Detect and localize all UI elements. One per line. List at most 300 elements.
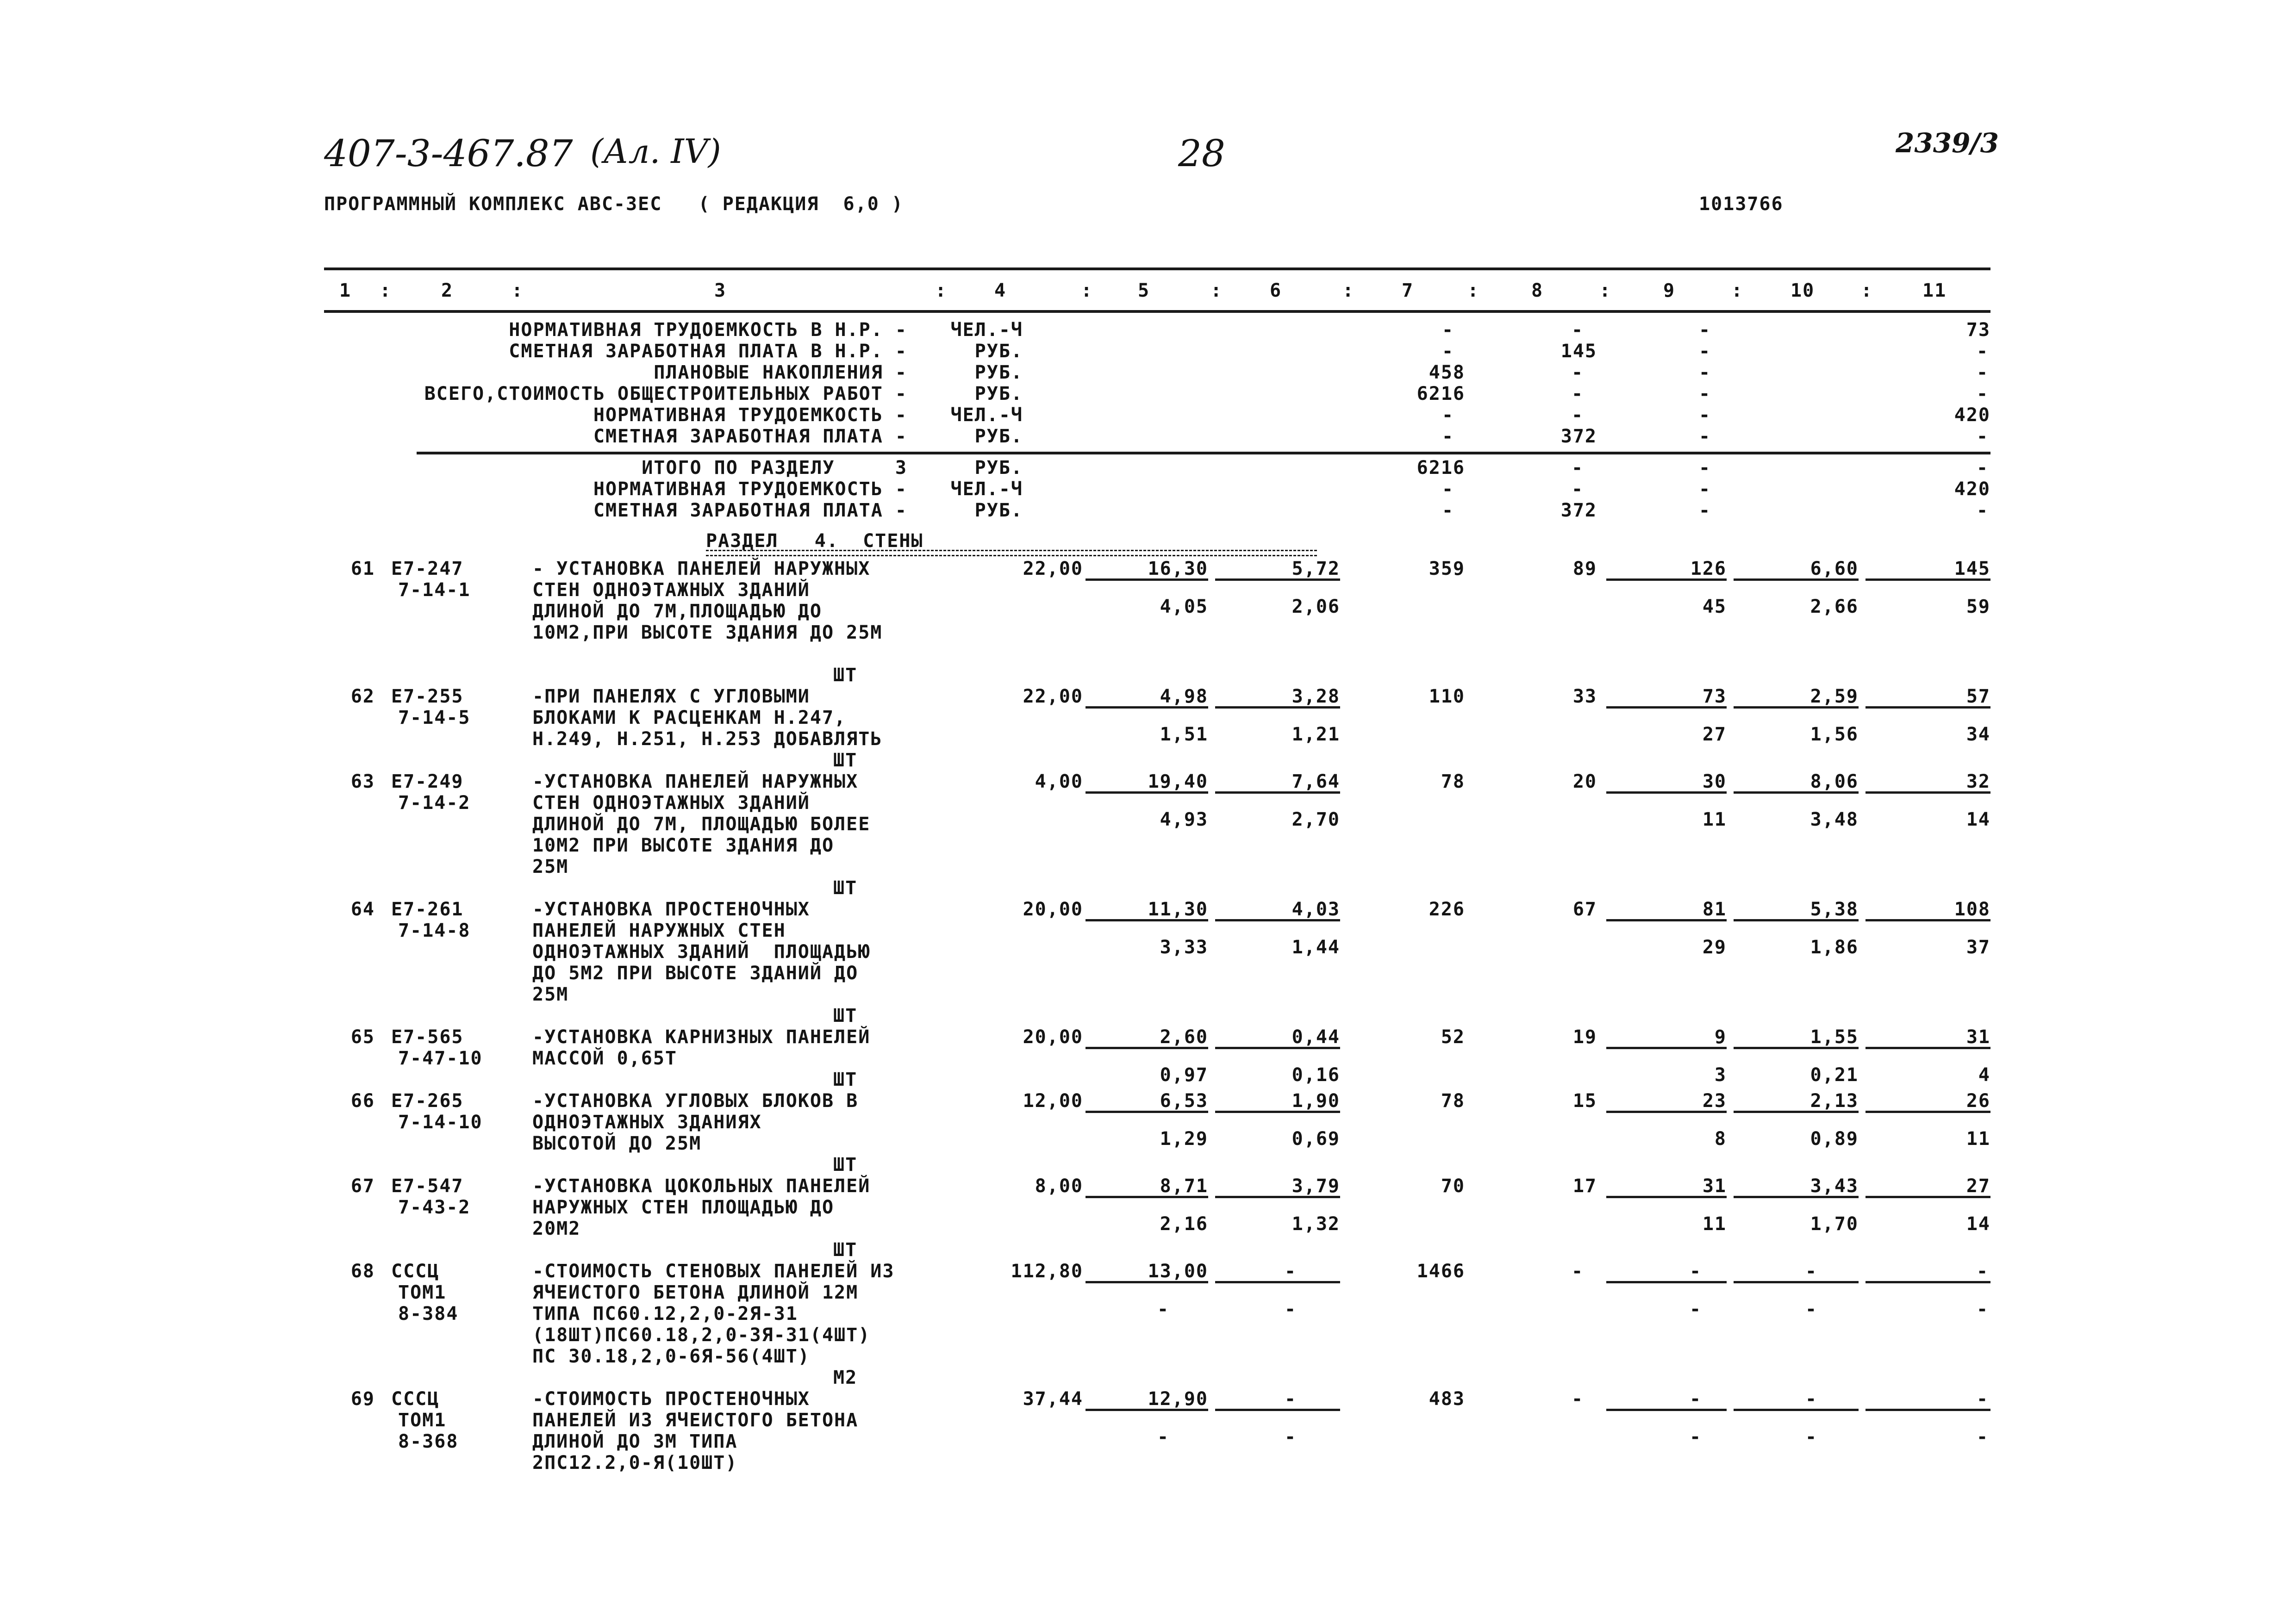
dash: - — [1805, 1426, 1818, 1448]
item-code: Е7-255 — [391, 686, 464, 707]
value-c10: 1,70 — [1810, 1213, 1859, 1235]
dash: - — [1690, 1261, 1702, 1282]
value-c8: 19 — [1572, 1026, 1597, 1048]
page-number: 28 — [1178, 132, 1225, 175]
summary-dash: - — [1977, 362, 1989, 383]
summary-label: ИТОГО ПО РАЗДЕЛУ 3 — [642, 457, 907, 479]
summary-unit: ЧЕЛ.-Ч — [950, 479, 1023, 500]
value-divider — [1606, 1111, 1727, 1113]
value-c5: 4,05 — [1160, 596, 1208, 617]
summary-value-c11: 420 — [1954, 404, 1990, 426]
item-code: 7-14-10 — [398, 1112, 483, 1133]
value-c9: 9 — [1714, 1026, 1727, 1048]
item-description: 20М2 — [532, 1218, 581, 1239]
value-c11: 108 — [1954, 899, 1990, 920]
value-c9: 29 — [1702, 937, 1727, 958]
value-divider — [1606, 791, 1727, 794]
item-code: СССЦ — [391, 1388, 440, 1410]
value-c6: 2,06 — [1292, 596, 1340, 617]
value-c9: 45 — [1702, 596, 1727, 617]
value-divider — [1734, 1409, 1859, 1411]
value-c9: 73 — [1702, 686, 1727, 707]
item-description: -УСТАНОВКА ПРОСТЕНОЧНЫХ — [532, 899, 810, 920]
value-c9: 23 — [1702, 1090, 1727, 1112]
item-description: НАРУЖНЫХ СТЕН ПЛОЩАДЬЮ ДО — [532, 1197, 835, 1218]
summary-dash: - — [1699, 426, 1711, 447]
item-number: 61 — [350, 558, 375, 579]
value-divider — [1606, 578, 1727, 581]
column-separator: : — [1210, 280, 1223, 301]
dash: - — [1285, 1388, 1297, 1410]
item-code: Е7-247 — [391, 558, 464, 579]
value-divider — [1086, 791, 1208, 794]
value-c11: 4 — [1978, 1064, 1990, 1086]
value-divider — [1086, 1111, 1208, 1113]
summary-dash: - — [1442, 319, 1454, 341]
column-number-3: 3 — [714, 280, 727, 301]
value-divider — [1086, 1196, 1208, 1198]
column-number-2: 2 — [441, 280, 454, 301]
item-unit: ШТ — [833, 1005, 858, 1026]
value-c11: 37 — [1966, 937, 1990, 958]
summary-value-c11: 420 — [1954, 479, 1990, 500]
column-number-11: 11 — [1922, 280, 1947, 301]
value-c8: 17 — [1572, 1175, 1597, 1197]
value-divider — [1606, 919, 1727, 921]
value-c5: 1,29 — [1160, 1128, 1208, 1150]
summary-dash: - — [1699, 404, 1711, 426]
item-unit: ШТ — [833, 1154, 858, 1175]
item-code: 7-14-8 — [398, 920, 471, 941]
value-c10: 5,38 — [1810, 899, 1859, 920]
value-c8: 89 — [1572, 558, 1597, 579]
item-description: -УСТАНОВКА ПАНЕЛЕЙ НАРУЖНЫХ — [532, 771, 859, 792]
value-divider — [1215, 1047, 1340, 1049]
item-unit: ШТ — [833, 750, 858, 771]
value-divider — [1734, 1281, 1859, 1283]
value-divider — [1086, 1047, 1208, 1049]
value-c11: 59 — [1966, 596, 1990, 617]
item-description: 10М2 ПРИ ВЫСОТЕ ЗДАНИЯ ДО — [532, 835, 835, 856]
summary-dash: - — [1572, 319, 1584, 341]
dash: - — [1805, 1299, 1818, 1320]
value-c8: 67 — [1572, 899, 1597, 920]
value-divider — [1734, 919, 1859, 921]
value-c5: 12,90 — [1148, 1388, 1208, 1410]
item-description: Н.249, Н.251, Н.253 ДОБАВЛЯТЬ — [532, 728, 883, 750]
item-description: ВЫСОТОЙ ДО 25М — [532, 1133, 702, 1154]
column-number-10: 10 — [1791, 280, 1815, 301]
item-description: ПАНЕЛЕЙ ИЗ ЯЧЕИСТОГО БЕТОНА — [532, 1410, 859, 1431]
value-c9: 3 — [1714, 1064, 1727, 1086]
dash: - — [1805, 1261, 1818, 1282]
value-c6: 0,16 — [1292, 1064, 1340, 1086]
item-code: 7-47-10 — [398, 1048, 483, 1069]
value-c6: 2,70 — [1292, 809, 1340, 830]
dash: - — [1285, 1299, 1297, 1320]
value-c5: 6,53 — [1160, 1090, 1208, 1112]
item-description: 2ПС12.2,0-Я(10ШТ) — [532, 1452, 738, 1474]
column-separator: : — [1342, 280, 1355, 301]
item-number: 69 — [350, 1388, 375, 1410]
dash: - — [1157, 1299, 1170, 1320]
summary-dash: - — [1977, 457, 1989, 479]
section-title-underline — [706, 550, 1317, 556]
dash: - — [1285, 1261, 1297, 1282]
value-c9: 8 — [1714, 1128, 1727, 1150]
dash: - — [1572, 1261, 1584, 1282]
summary-dash: - — [1699, 362, 1711, 383]
value-c6: 0,44 — [1292, 1026, 1340, 1048]
value-c6: 3,28 — [1292, 686, 1340, 707]
item-unit: ШТ — [833, 1239, 858, 1261]
quantity: 22,00 — [1023, 686, 1083, 707]
summary-label: НОРМАТИВНАЯ ТРУДОЕМКОСТЬ - — [593, 404, 907, 426]
value-divider — [1866, 791, 1990, 794]
value-divider — [1866, 1196, 1990, 1198]
dash: - — [1572, 1388, 1584, 1410]
summary-dash: - — [1572, 479, 1584, 500]
value-c5: 16,30 — [1148, 558, 1208, 579]
item-description: БЛОКАМИ К РАСЦЕНКАМ Н.247, — [532, 707, 847, 728]
header-bottom-rule — [324, 310, 1990, 313]
value-divider — [1215, 791, 1340, 794]
column-number-1: 1 — [339, 280, 352, 301]
value-c11: 26 — [1966, 1090, 1990, 1112]
column-separator: : — [1467, 280, 1480, 301]
value-divider — [1086, 1409, 1208, 1411]
summary-dash: - — [1572, 457, 1584, 479]
item-description: ОДНОЭТАЖНЫХ ЗДАНИЙ ПЛОЩАДЬЮ — [532, 941, 871, 963]
value-c7: 1466 — [1416, 1261, 1465, 1282]
dash: - — [1690, 1388, 1702, 1410]
value-c9: 30 — [1702, 771, 1727, 792]
quantity: 20,00 — [1023, 1026, 1083, 1048]
item-description: ПАНЕЛЕЙ НАРУЖНЫХ СТЕН — [532, 920, 786, 941]
quantity: 20,00 — [1023, 899, 1083, 920]
value-c5: 2,16 — [1160, 1213, 1208, 1235]
summary-unit: РУБ. — [974, 457, 1023, 479]
column-separator: : — [380, 280, 392, 301]
dash: - — [1157, 1426, 1170, 1448]
value-divider — [1215, 706, 1340, 709]
summary-label: СМЕТНАЯ ЗАРАБОТНАЯ ПЛАТА - — [593, 500, 907, 521]
value-divider — [1215, 1111, 1340, 1113]
value-c6: 4,03 — [1292, 899, 1340, 920]
summary-label: НОРМАТИВНАЯ ТРУДОЕМКОСТЬ В Н.Р. - — [509, 319, 907, 341]
summary-dash: - — [1977, 500, 1989, 521]
value-c10: 1,86 — [1810, 937, 1859, 958]
item-unit: ШТ — [833, 665, 858, 686]
value-divider — [1866, 1409, 1990, 1411]
summary-value-c7: 6216 — [1416, 457, 1465, 479]
column-separator: : — [512, 280, 524, 301]
item-number: 64 — [350, 899, 375, 920]
album-number: (Ал. IV) — [590, 132, 721, 171]
summary-value-c8: 145 — [1560, 341, 1597, 362]
summary-dash: - — [1977, 426, 1989, 447]
column-number-8: 8 — [1531, 280, 1544, 301]
item-description: ТИПА ПС60.12,2,0-2Я-31 — [532, 1303, 798, 1325]
value-divider — [1866, 919, 1990, 921]
summary-dash: - — [1977, 341, 1989, 362]
column-separator: : — [935, 280, 948, 301]
value-c5: 4,93 — [1160, 809, 1208, 830]
summary-label: ВСЕГО,СТОИМОСТЬ ОБЩЕСТРОИТЕЛЬНЫХ РАБОТ - — [424, 383, 907, 404]
item-unit: ШТ — [833, 877, 858, 899]
value-c7: 226 — [1429, 899, 1465, 920]
value-divider — [1866, 706, 1990, 709]
summary-unit: РУБ. — [974, 426, 1023, 447]
value-c9: 27 — [1702, 724, 1727, 745]
value-c6: 1,44 — [1292, 937, 1340, 958]
quantity: 22,00 — [1023, 558, 1083, 579]
summary-dash: - — [1977, 383, 1989, 404]
item-code: СССЦ — [391, 1261, 440, 1282]
value-divider — [1086, 919, 1208, 921]
value-divider — [1734, 706, 1859, 709]
value-divider — [1215, 1196, 1340, 1198]
value-c11: 11 — [1966, 1128, 1990, 1150]
summary-value-c7: 458 — [1429, 362, 1465, 383]
column-number-7: 7 — [1402, 280, 1414, 301]
value-c10: 0,89 — [1810, 1128, 1859, 1150]
item-description: 25М — [532, 984, 569, 1005]
item-description: ЯЧЕИСТОГО БЕТОНА ДЛИНОЙ 12М — [532, 1282, 859, 1303]
value-c9: 11 — [1702, 809, 1727, 830]
summary-label: НОРМАТИВНАЯ ТРУДОЕМКОСТЬ - — [593, 479, 907, 500]
summary-dash: - — [1442, 404, 1454, 426]
item-description: ДЛИНОЙ ДО 7М, ПЛОЩАДЬЮ БОЛЕЕ — [532, 814, 871, 835]
summary-label: СМЕТНАЯ ЗАРАБОТНАЯ ПЛАТА - — [593, 426, 907, 447]
value-divider — [1866, 578, 1990, 581]
summary-dash: - — [1442, 500, 1454, 521]
item-description: ПС 30.18,2,0-6Я-56(4ШТ) — [532, 1346, 810, 1367]
value-divider — [1866, 1111, 1990, 1113]
value-c10: 8,06 — [1810, 771, 1859, 792]
dash: - — [1977, 1426, 1989, 1448]
value-c5: 3,33 — [1160, 937, 1208, 958]
document-code: 407-3-467.87 — [324, 132, 573, 175]
item-description: 10М2,ПРИ ВЫСОТЕ ЗДАНИЯ ДО 25М — [532, 622, 883, 643]
item-unit: ШТ — [833, 1069, 858, 1090]
item-number: 66 — [350, 1090, 375, 1112]
item-description: -УСТАНОВКА УГЛОВЫХ БЛОКОВ В — [532, 1090, 859, 1112]
value-c5: 13,00 — [1148, 1261, 1208, 1282]
column-number-9: 9 — [1663, 280, 1676, 301]
item-code: Е7-265 — [391, 1090, 464, 1112]
value-c11: 32 — [1966, 771, 1990, 792]
item-code: 7-43-2 — [398, 1197, 471, 1218]
value-divider — [1866, 1281, 1990, 1283]
dash: - — [1977, 1299, 1989, 1320]
item-description: - УСТАНОВКА ПАНЕЛЕЙ НАРУЖНЫХ — [532, 558, 871, 579]
value-divider — [1734, 578, 1859, 581]
value-c7: 78 — [1441, 1090, 1465, 1112]
summary-dash: - — [1572, 404, 1584, 426]
value-c10: 3,48 — [1810, 809, 1859, 830]
item-description: -СТОИМОСТЬ ПРОСТЕНОЧНЫХ — [532, 1388, 810, 1410]
table-top-rule — [324, 267, 1990, 270]
item-code: 8-368 — [398, 1431, 459, 1452]
value-c5: 19,40 — [1148, 771, 1208, 792]
value-c10: 2,66 — [1810, 596, 1859, 617]
summary-dash: - — [1442, 426, 1454, 447]
item-code: ТОМ1 — [398, 1410, 447, 1431]
value-c11: 57 — [1966, 686, 1990, 707]
item-number: 67 — [350, 1175, 375, 1197]
value-divider — [1734, 791, 1859, 794]
value-divider — [1734, 1111, 1859, 1113]
quantity: 37,44 — [1023, 1388, 1083, 1410]
summary-value-c7: 6216 — [1416, 383, 1465, 404]
value-c11: 27 — [1966, 1175, 1990, 1197]
item-description: ДЛИНОЙ ДО 7М,ПЛОЩАДЬЮ ДО — [532, 601, 822, 622]
value-c7: 78 — [1441, 771, 1465, 792]
value-divider — [1866, 1047, 1990, 1049]
item-description: ДО 5М2 ПРИ ВЫСОТЕ ЗДАНИЙ ДО — [532, 963, 859, 984]
dash: - — [1285, 1426, 1297, 1448]
item-number: 62 — [350, 686, 375, 707]
item-code: Е7-565 — [391, 1026, 464, 1048]
value-c9: 126 — [1690, 558, 1727, 579]
value-c7: 483 — [1429, 1388, 1465, 1410]
quantity: 12,00 — [1023, 1090, 1083, 1112]
value-c5: 2,60 — [1160, 1026, 1208, 1048]
summary-dash: - — [1699, 341, 1711, 362]
summary-dash: - — [1699, 383, 1711, 404]
value-c10: 3,43 — [1810, 1175, 1859, 1197]
column-number-6: 6 — [1270, 280, 1282, 301]
item-code: 8-384 — [398, 1303, 459, 1325]
summary-unit: РУБ. — [974, 383, 1023, 404]
value-c7: 110 — [1429, 686, 1465, 707]
summary-label: ПЛАНОВЫЕ НАКОПЛЕНИЯ - — [654, 362, 907, 383]
value-c10: 2,59 — [1810, 686, 1859, 707]
summary-value-c8: 372 — [1560, 426, 1597, 447]
value-c10: 0,21 — [1810, 1064, 1859, 1086]
dash: - — [1690, 1299, 1702, 1320]
quantity: 8,00 — [1035, 1175, 1083, 1197]
summary-dash: - — [1699, 479, 1711, 500]
value-divider — [1606, 706, 1727, 709]
value-divider — [1606, 1281, 1727, 1283]
quantity: 112,80 — [1011, 1261, 1083, 1282]
dash: - — [1977, 1388, 1989, 1410]
dash: - — [1690, 1426, 1702, 1448]
item-code: 7-14-1 — [398, 579, 471, 601]
value-c11: 14 — [1966, 1213, 1990, 1235]
item-unit: М2 — [833, 1367, 858, 1388]
value-divider — [1215, 919, 1340, 921]
value-c9: 11 — [1702, 1213, 1727, 1235]
dash: - — [1805, 1388, 1818, 1410]
value-divider — [1606, 1196, 1727, 1198]
value-c5: 4,98 — [1160, 686, 1208, 707]
value-c10: 2,13 — [1810, 1090, 1859, 1112]
summary-rule — [417, 452, 1990, 454]
item-code: 7-14-5 — [398, 707, 471, 728]
value-divider — [1606, 1047, 1727, 1049]
section-title: РАЗДЕЛ 4. СТЕНЫ — [706, 530, 923, 552]
item-description: СТЕН ОДНОЭТАЖНЫХ ЗДАНИЙ — [532, 792, 810, 814]
column-separator: : — [1599, 280, 1612, 301]
item-description: МАССОЙ 0,65Т — [532, 1048, 677, 1069]
item-description: -УСТАНОВКА ЦОКОЛЬНЫХ ПАНЕЛЕЙ — [532, 1175, 871, 1197]
value-c10: 1,56 — [1810, 724, 1859, 745]
value-c10: 1,55 — [1810, 1026, 1859, 1048]
value-c7: 70 — [1441, 1175, 1465, 1197]
item-description: -СТОИМОСТЬ СТЕНОВЫХ ПАНЕЛЕЙ ИЗ — [532, 1261, 895, 1282]
value-c11: 31 — [1966, 1026, 1990, 1048]
document-id: 1013766 — [1699, 193, 1784, 215]
summary-dash: - — [1699, 500, 1711, 521]
value-c11: 14 — [1966, 809, 1990, 830]
value-divider — [1086, 578, 1208, 581]
value-divider — [1734, 1196, 1859, 1198]
item-code: Е7-261 — [391, 899, 464, 920]
item-number: 68 — [350, 1261, 375, 1282]
item-description: СТЕН ОДНОЭТАЖНЫХ ЗДАНИЙ — [532, 579, 810, 601]
value-divider — [1734, 1047, 1859, 1049]
item-description: 25М — [532, 856, 569, 877]
item-code: ТОМ1 — [398, 1282, 447, 1303]
value-divider — [1086, 706, 1208, 709]
value-c5: 1,51 — [1160, 724, 1208, 745]
item-number: 63 — [350, 771, 375, 792]
item-description: -УСТАНОВКА КАРНИЗНЫХ ПАНЕЛЕЙ — [532, 1026, 871, 1048]
summary-dash: - — [1442, 479, 1454, 500]
value-c6: 1,90 — [1292, 1090, 1340, 1112]
item-description: ОДНОЭТАЖНЫХ ЗДАНИЯХ — [532, 1112, 762, 1133]
value-c11: 145 — [1954, 558, 1990, 579]
value-c9: 31 — [1702, 1175, 1727, 1197]
value-c6: 1,32 — [1292, 1213, 1340, 1235]
value-c6: 7,64 — [1292, 771, 1340, 792]
summary-label: СМЕТНАЯ ЗАРАБОТНАЯ ПЛАТА В Н.Р. - — [509, 341, 907, 362]
column-number-4: 4 — [994, 280, 1007, 301]
value-c9: 81 — [1702, 899, 1727, 920]
value-divider — [1215, 1281, 1340, 1283]
value-divider — [1606, 1409, 1727, 1411]
summary-dash: - — [1442, 341, 1454, 362]
value-divider — [1215, 1409, 1340, 1411]
summary-unit: РУБ. — [974, 341, 1023, 362]
value-c6: 0,69 — [1292, 1128, 1340, 1150]
summary-unit: ЧЕЛ.-Ч — [950, 404, 1023, 426]
value-c8: 33 — [1572, 686, 1597, 707]
value-c11: 34 — [1966, 724, 1990, 745]
column-number-5: 5 — [1138, 280, 1150, 301]
value-c6: 1,21 — [1292, 724, 1340, 745]
value-c6: 5,72 — [1292, 558, 1340, 579]
value-divider — [1215, 578, 1340, 581]
value-c5: 11,30 — [1148, 899, 1208, 920]
dash: - — [1977, 1261, 1989, 1282]
item-code: Е7-547 — [391, 1175, 464, 1197]
value-c8: 20 — [1572, 771, 1597, 792]
quantity: 4,00 — [1035, 771, 1083, 792]
value-c7: 52 — [1441, 1026, 1465, 1048]
value-divider — [1086, 1281, 1208, 1283]
summary-dash: - — [1572, 383, 1584, 404]
summary-dash: - — [1572, 362, 1584, 383]
item-description: ДЛИНОЙ ДО 3М ТИПА — [532, 1431, 738, 1452]
value-c7: 359 — [1429, 558, 1465, 579]
program-title: ПРОГРАММНЫЙ КОМПЛЕКС АВС-3ЕС ( РЕДАКЦИЯ 6,0 ) — [324, 193, 904, 215]
column-separator: : — [1731, 280, 1744, 301]
item-code: Е7-249 — [391, 771, 464, 792]
